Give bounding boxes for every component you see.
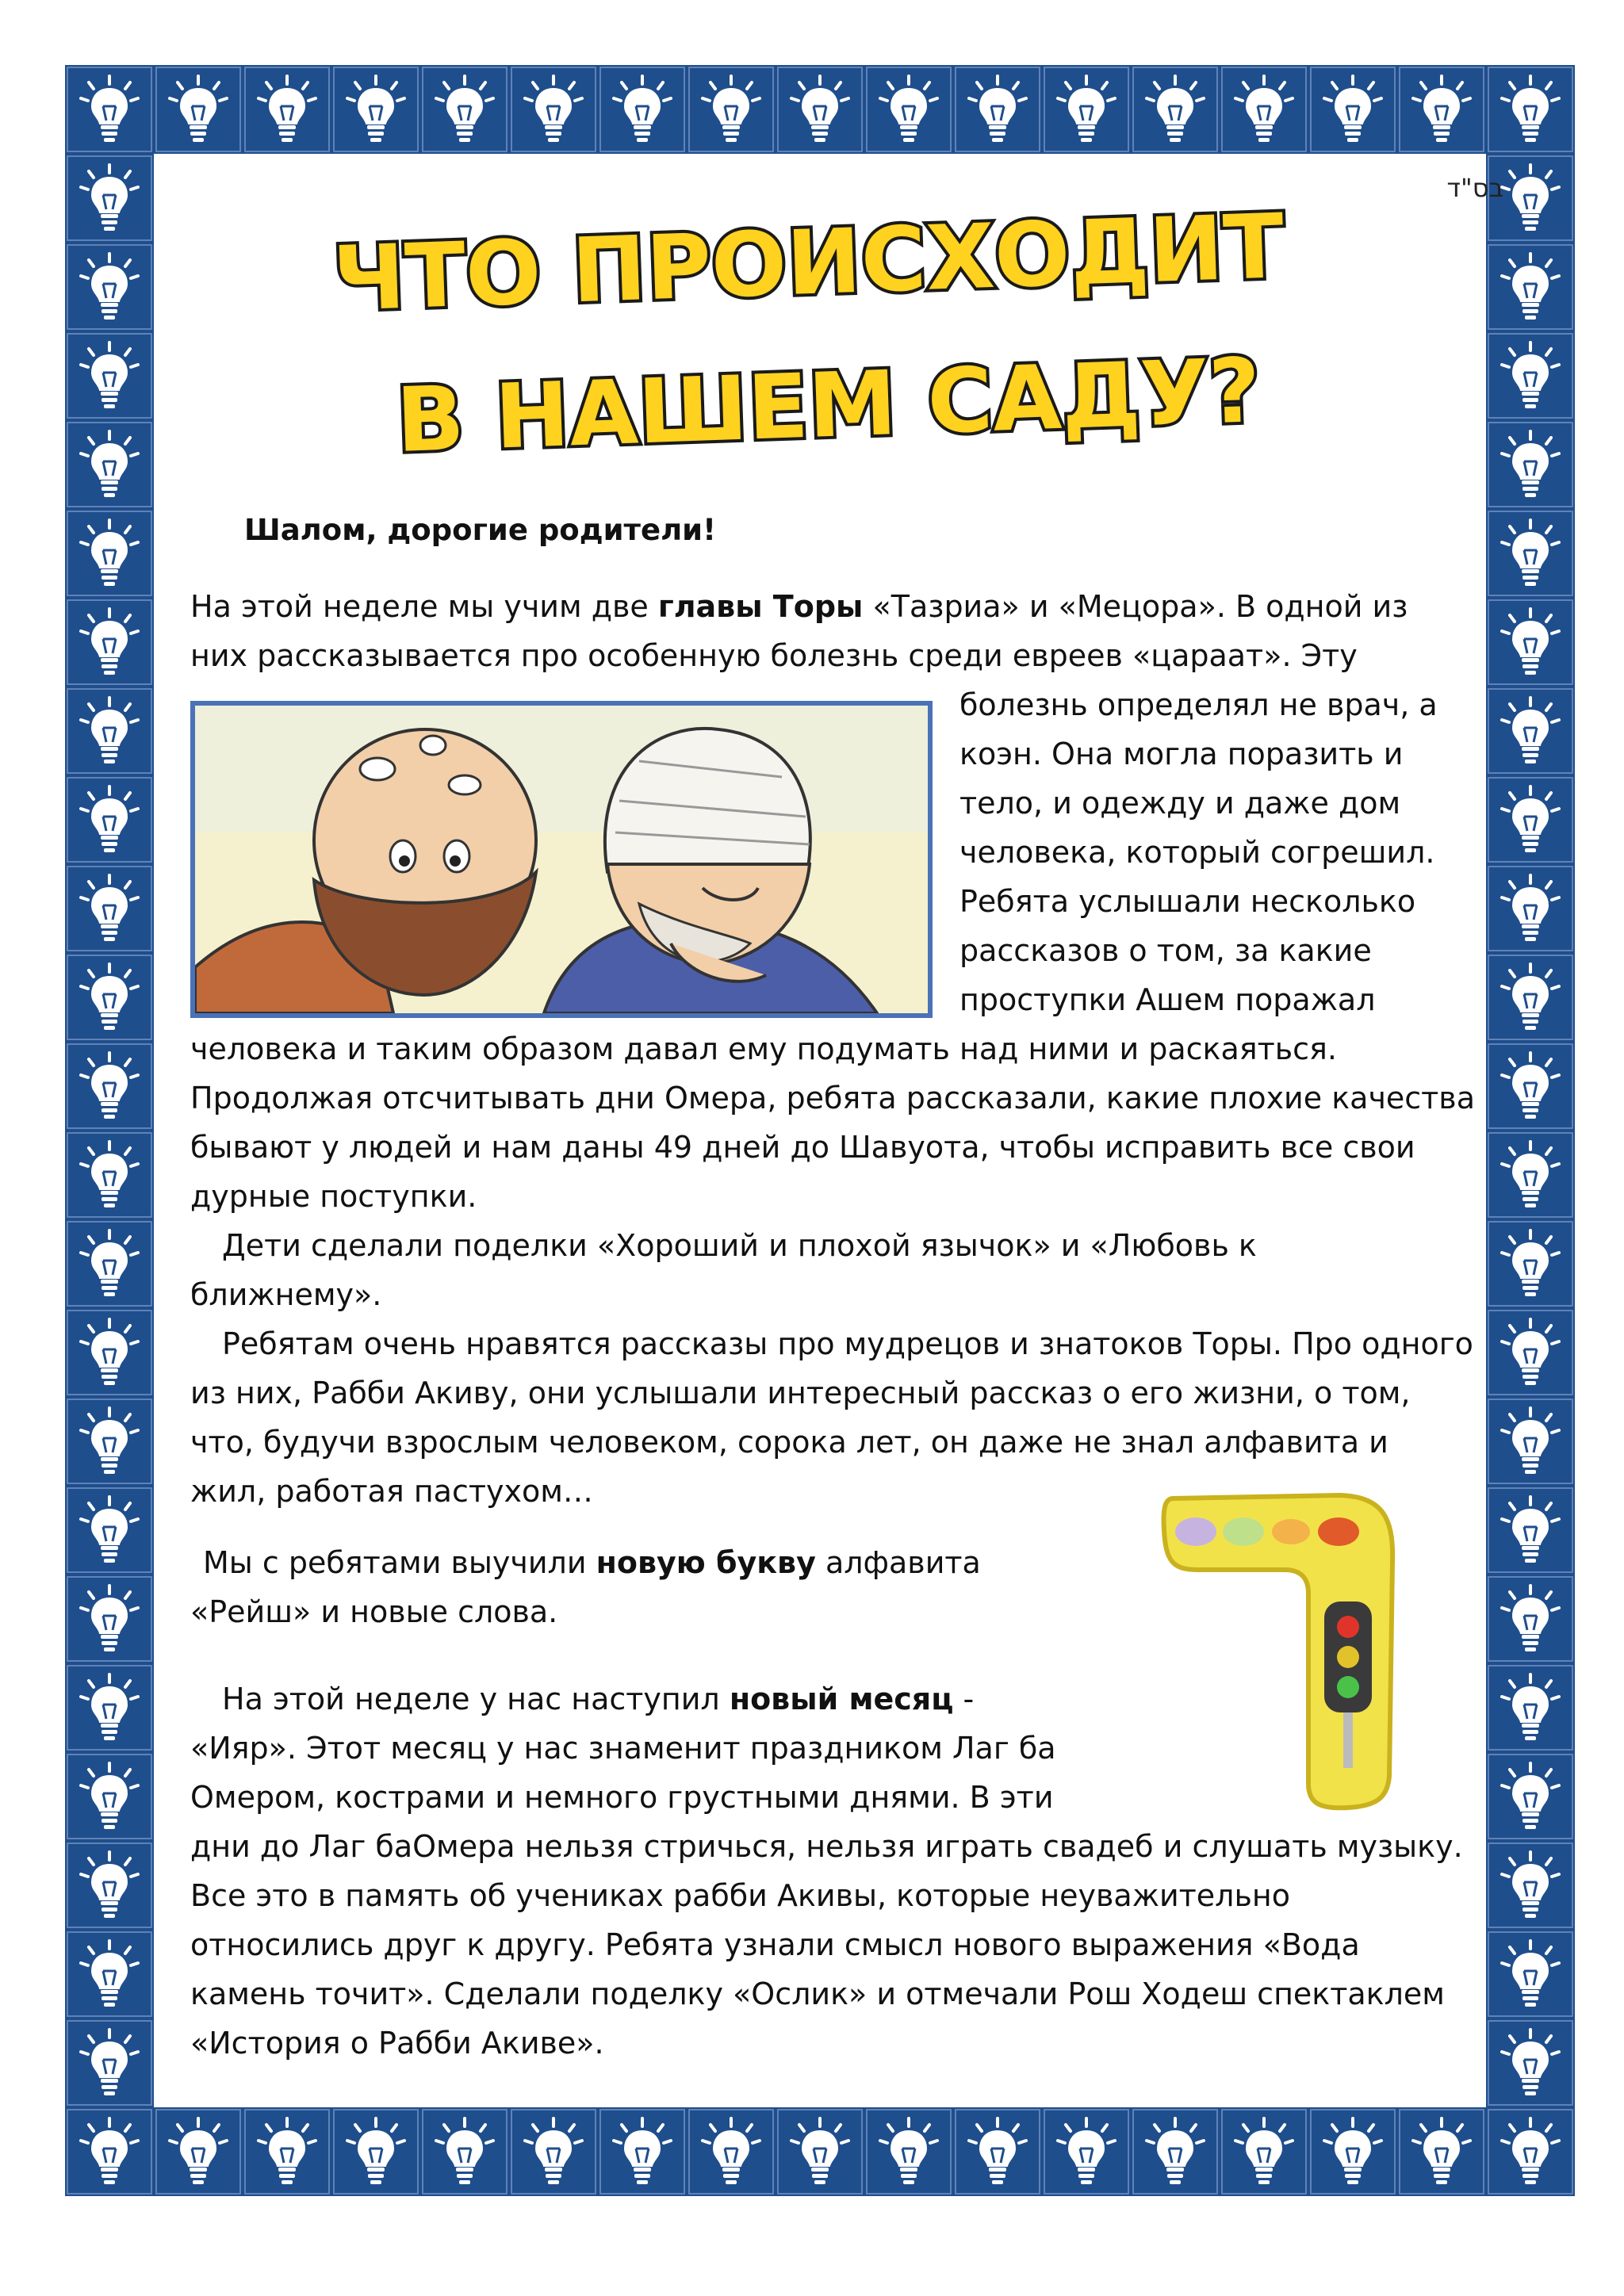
paragraph-5-line-8: «История о Рабби Акиве». (190, 2026, 604, 2061)
lightbulb-icon (65, 687, 154, 775)
lightbulb-icon (1486, 243, 1575, 331)
lightbulb-icon (1486, 509, 1575, 598)
lightbulb-icon (420, 2107, 509, 2196)
lightbulb-icon (1486, 1397, 1575, 1486)
lightbulb-icon (1486, 1042, 1575, 1131)
lightbulb-icon (1486, 420, 1575, 509)
lightbulb-icon (1486, 1308, 1575, 1397)
paragraph-1-line-9: проступки Ашем поражал (959, 982, 1376, 1017)
paragraph-5-line-1: На этой неделе у нас наступил новый месяц - (222, 1682, 975, 1716)
lightbulb-icon (65, 509, 154, 598)
hebrew-header-mark: בס"ד (1446, 173, 1503, 203)
lightbulb-icon (65, 1308, 154, 1397)
lightbulb-icon (1486, 2107, 1575, 2196)
lightbulb-icon (65, 2019, 154, 2107)
paragraph-1-line-10: человека и таким образом давал ему подумать над ними и раскаяться. (190, 1031, 1337, 1066)
lightbulb-icon (1486, 687, 1575, 775)
lightbulb-icon (154, 65, 243, 154)
lightbulb-icon (1131, 2107, 1220, 2196)
paragraph-1-line-13: дурные поступки. (190, 1179, 477, 1214)
lightbulb-icon (1486, 331, 1575, 420)
paragraph-5-line-6: относились друг к другу. Ребята узнали смысл нового выражения «Вода (190, 1927, 1360, 1962)
paragraph-1-line-5: тело, и одежду и даже дом (959, 786, 1401, 821)
lightbulb-icon (65, 2107, 154, 2196)
paragraph-4-line-1: Мы с ребятами выучили новую букву алфавита (203, 1545, 981, 1580)
paragraph-1-line-4: коэн. Она могла поразить и (959, 737, 1404, 771)
title-line-1: ЧТО ПРОИСХОДИТ (331, 195, 1286, 331)
lightbulb-icon (509, 2107, 598, 2196)
lightbulb-icon (1042, 2107, 1131, 2196)
lightbulb-icon (1220, 2107, 1308, 2196)
lightbulb-icon (65, 420, 154, 509)
lightbulb-icon (65, 1486, 154, 1575)
paragraph-2-line-2: ближнему». (190, 1277, 382, 1312)
lightbulb-icon (1486, 1841, 1575, 1930)
illustration-rabbis (190, 701, 933, 1018)
paragraph-1-line-3: болезнь определял не врач, а (959, 687, 1438, 722)
lightbulb-icon (65, 243, 154, 331)
page-title (317, 190, 1348, 476)
lightbulb-icon (1486, 953, 1575, 1042)
lightbulb-icon (331, 2107, 420, 2196)
lightbulb-icon (65, 775, 154, 864)
lightbulb-icon (154, 2107, 243, 2196)
lightbulb-icon (1486, 2019, 1575, 2107)
paragraph-1-line-8: рассказов о том, за какие (959, 933, 1372, 968)
lightbulb-icon (243, 2107, 331, 2196)
lightbulb-icon (1486, 1663, 1575, 1752)
lightbulb-icon (1486, 1575, 1575, 1663)
lightbulb-icon (1486, 1219, 1575, 1308)
lightbulb-icon (65, 331, 154, 420)
lightbulb-icon (1486, 1752, 1575, 1841)
lightbulb-icon (1308, 2107, 1397, 2196)
lightbulb-icon (65, 1575, 154, 1663)
lightbulb-icon (65, 1219, 154, 1308)
lightbulb-icon (864, 2107, 953, 2196)
illustration-letter-reish (1158, 1483, 1404, 1816)
paragraph-3-line-3: что, будучи взрослым человеком, сорока лет, он даже не знал алфавита и (190, 1425, 1388, 1460)
lightbulb-icon (243, 65, 331, 154)
lightbulb-icon (1486, 65, 1575, 154)
lightbulb-icon (1131, 65, 1220, 154)
lightbulb-icon (776, 65, 864, 154)
lightbulb-icon (598, 65, 687, 154)
paragraph-5-line-2: «Ияр». Этот месяц у нас знаменит праздником Лаг ба (190, 1731, 1056, 1766)
lightbulb-icon (1308, 65, 1397, 154)
lightbulb-icon (1397, 65, 1486, 154)
lightbulb-icon (65, 1397, 154, 1486)
lightbulb-icon (65, 1930, 154, 2019)
lightbulb-icon (65, 864, 154, 953)
lightbulb-icon (1486, 864, 1575, 953)
lightbulb-icon (65, 154, 154, 243)
lightbulb-icon (1486, 598, 1575, 687)
paragraph-1-line-6: человека, который согрешил. (959, 835, 1435, 870)
lightbulb-icon (864, 65, 953, 154)
paragraph-3-line-4: жил, работая пастухом… (190, 1474, 593, 1509)
lightbulb-icon (65, 1752, 154, 1841)
lightbulb-icon (65, 1663, 154, 1752)
paragraph-3-line-1: Ребятам очень нравятся рассказы про мудрецов и знатоков Торы. Про одного (222, 1326, 1473, 1361)
lightbulb-icon (1397, 2107, 1486, 2196)
lightbulb-icon (65, 953, 154, 1042)
title-line-2: В НАШЕМ САДУ? (394, 339, 1262, 473)
lightbulb-icon (1486, 1930, 1575, 2019)
paragraph-1-line-11: Продолжая отсчитывать дни Омера, ребята рассказали, какие плохие качества (190, 1081, 1475, 1115)
lightbulb-icon (1042, 65, 1131, 154)
lightbulb-icon (687, 2107, 776, 2196)
lightbulb-icon (953, 2107, 1042, 2196)
paragraph-1-line-7: Ребята услышали несколько (959, 884, 1416, 919)
paragraph-5-line-5: Все это в память об учениках рабби Акивы, которые неуважительно (190, 1878, 1290, 1913)
paragraph-5-line-4: дни до Лаг баОмера нельзя стричься, нельзя играть свадеб и слушать музыку. (190, 1829, 1463, 1864)
paragraph-1-line-1: На этой неделе мы учим две главы Торы «Тазриа» и «Мецора». В одной из (190, 589, 1408, 624)
lightbulb-icon (65, 1131, 154, 1219)
paragraph-5-line-3: Омером, кострами и немного грустными днями. В эти (190, 1780, 1054, 1815)
paragraph-1-line-12: бывают у людей и нам даны 49 дней до Шавуота, чтобы исправить все свои (190, 1130, 1415, 1165)
lightbulb-icon (1220, 65, 1308, 154)
lightbulb-icon (65, 1042, 154, 1131)
lightbulb-icon (776, 2107, 864, 2196)
lightbulb-icon (953, 65, 1042, 154)
lightbulb-icon (65, 598, 154, 687)
lightbulb-icon (1486, 1486, 1575, 1575)
greeting: Шалом, дорогие родители! (244, 513, 716, 547)
lightbulb-icon (687, 65, 776, 154)
lightbulb-icon (509, 65, 598, 154)
paragraph-2-line-1: Дети сделали поделки «Хороший и плохой язычок» и «Любовь к (222, 1228, 1257, 1263)
lightbulb-icon (1486, 1131, 1575, 1219)
lightbulb-icon (65, 1841, 154, 1930)
paragraph-5-line-7: камень точит». Сделали поделку «Ослик» и отмечали Рош Ходеш спектаклем (190, 1976, 1445, 2011)
paragraph-3-line-2: из них, Рабби Акиву, они услышали интересный рассказ о его жизни, о том, (190, 1376, 1411, 1410)
lightbulb-icon (331, 65, 420, 154)
lightbulb-icon (420, 65, 509, 154)
lightbulb-icon (1486, 775, 1575, 864)
paragraph-4-line-2: «Рейш» и новые слова. (190, 1594, 558, 1629)
lightbulb-icon (598, 2107, 687, 2196)
lightbulb-icon (65, 65, 154, 154)
paragraph-1-line-2: них рассказывается про особенную болезнь среди евреев «цараат». Эту (190, 638, 1358, 673)
